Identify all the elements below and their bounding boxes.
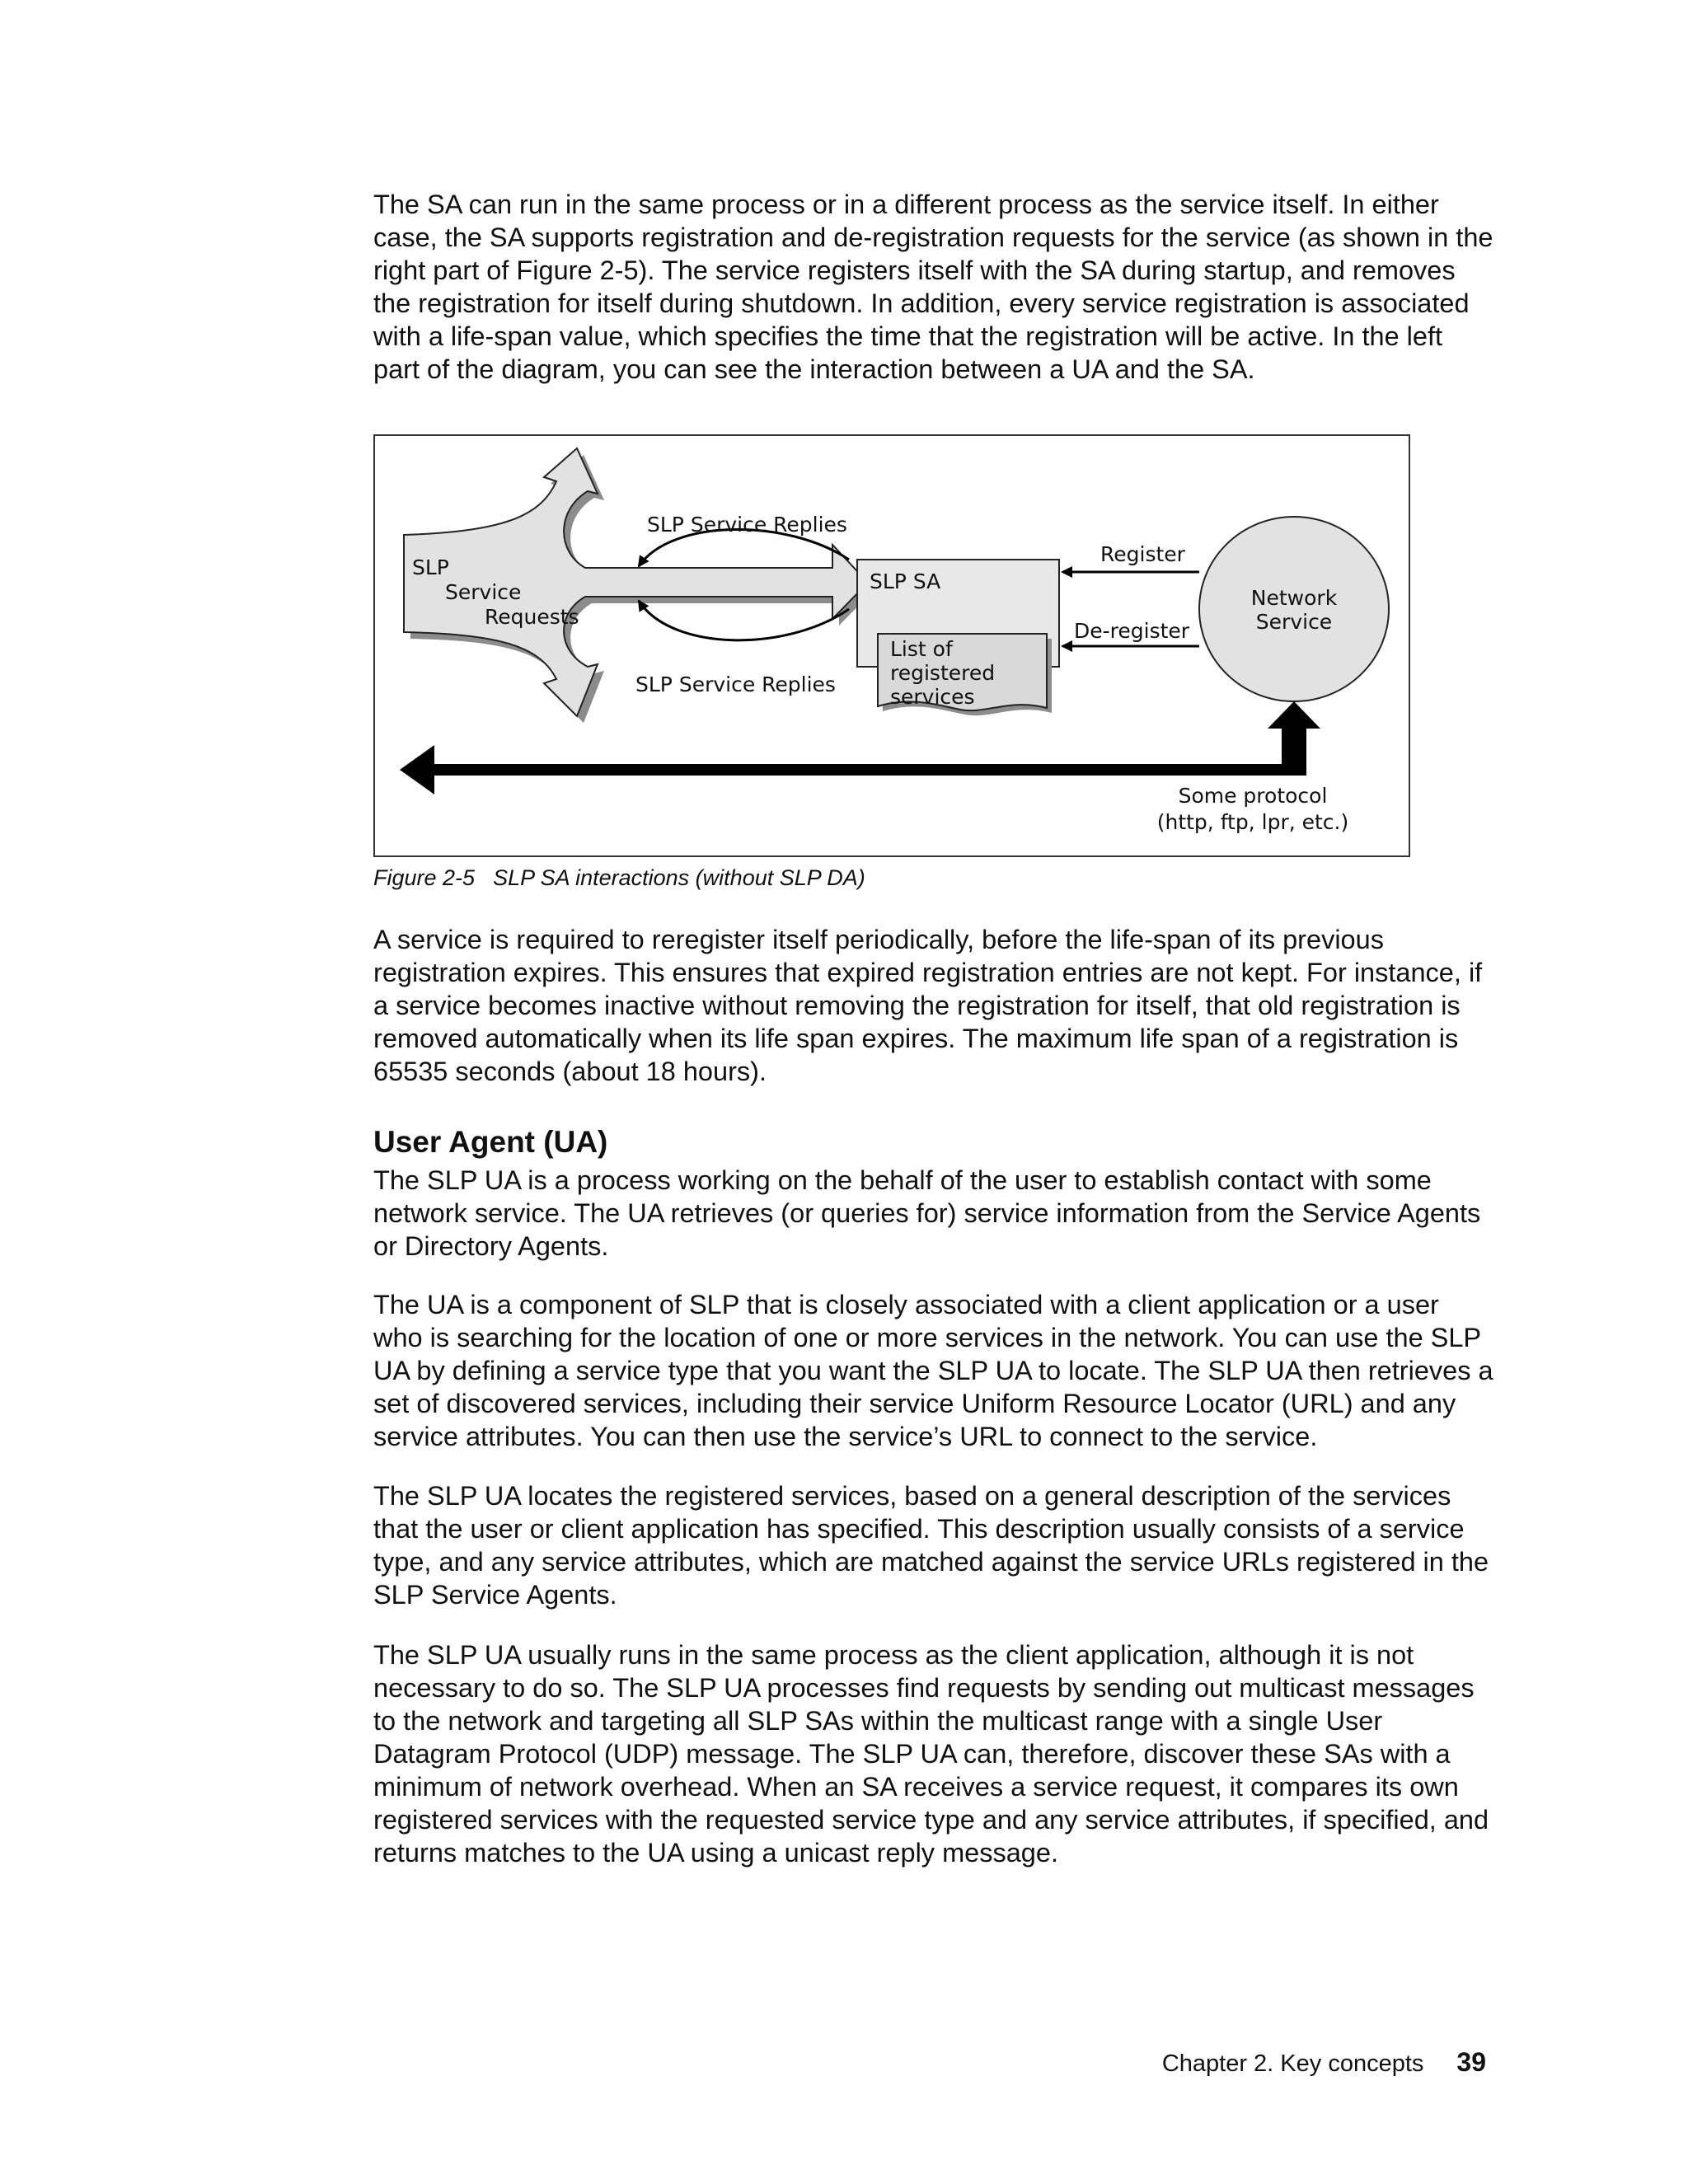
paragraph-ua-process: The SLP UA usually runs in the same process as the client application, although it is not necessary to do so. The SLP UA processes find requests by sending out multicast messages to the network and targeting all SLP SAs within the multicast range with a single User Datagram Protocol (UDP) message. The SLP UA can, therefore, discover these SAs with a minimum of network overhead. When an SA receives a service request, it compares its own registered services with the requested service type and any service attributes, if specified, and returns matches to the UA using a unicast reply message. [373,1640,1489,1868]
figure-slp-sa-interactions [373,434,1410,857]
section-heading-user-agent: User Agent (UA) [373,1125,608,1159]
slp-sa-diagram [375,436,1409,855]
paragraph-reregister: A service is required to reregister itself periodically, before the life-span of its previous registration expires. This ensures that expired registration entries are not kept. For instance, if a service becomes inactive without removing the registration for itself, that old registration is removed automatically when its life span expires. The maximum life span of a registration is 65535 seconds (about 18 hours). [373,925,1483,1086]
footer-chapter: Chapter 2. Key concepts [1161,2050,1424,2077]
page-number: 39 [1456,2047,1486,2077]
paragraph-ua-component: The UA is a component of SLP that is closely associated with a client application or a user who is searching for the location of one or more services in the network. You can use the SLP UA by defining a service type that you want the SLP UA to locate. The SLP UA then retrieves a set of discovered services, including their service Uniform Resource Locator (URL) and any service attributes. You can then use the service’s URL to connect to the service. [373,1290,1493,1451]
protocol-line-2: (http, ftp, lpr, etc.) [1156,810,1349,834]
figure-caption-text: SLP SA interactions (without SLP DA) [493,865,865,890]
slp-sa-label: SLP SA [870,569,941,593]
requests-line-1: SLP [412,555,449,579]
replies-top-label: SLP Service Replies [647,513,847,537]
paragraph-sa-process: The SA can run in the same process or in a different process as the service itself. In either case, the SA supports registration and de-registration requests for the service (as shown in the right part of Figure 2-5). The service registers itself with the SA during startup, and removes the registration for itself during shutdown. In addition, every service registration is associated with a life-span value, which specifies the time that the registration will be active. In the left part of the diagram, you can see the interaction between a UA and the SA. [373,190,1493,384]
protocol-line-1: Some protocol [1178,784,1328,808]
requests-line-3: Requests [485,605,579,629]
list-line-1: List of [890,637,953,661]
reply-arrow-bottom [639,601,849,640]
replies-bottom-label: SLP Service Replies [635,673,836,696]
network-line-2: Service [1255,610,1333,634]
list-line-3: services [890,685,975,709]
requests-line-2: Service [445,580,522,604]
paragraph-ua-definition: The SLP UA is a process working on the behalf of the user to establish contact with some network service. The UA retrieves (or queries for) service information from the Service Agents or Directory Agents. [373,1165,1481,1261]
protocol-arrow [400,701,1320,794]
register-label: Register [1100,542,1185,566]
network-line-1: Network [1250,586,1338,610]
paragraph-ua-locates: The SLP UA locates the registered services, based on a general description of the services that the user or client application has specified. This description usually consists of a service type, and any service attributes, which are matched against the service URLs registered in the SLP Service Agents. [373,1481,1489,1610]
list-line-2: registered [890,661,996,685]
figure-label: Figure 2-5 [373,865,476,890]
figure-caption [373,865,865,891]
deregister-label: De-register [1074,619,1190,643]
page-footer [1162,2047,1486,2078]
